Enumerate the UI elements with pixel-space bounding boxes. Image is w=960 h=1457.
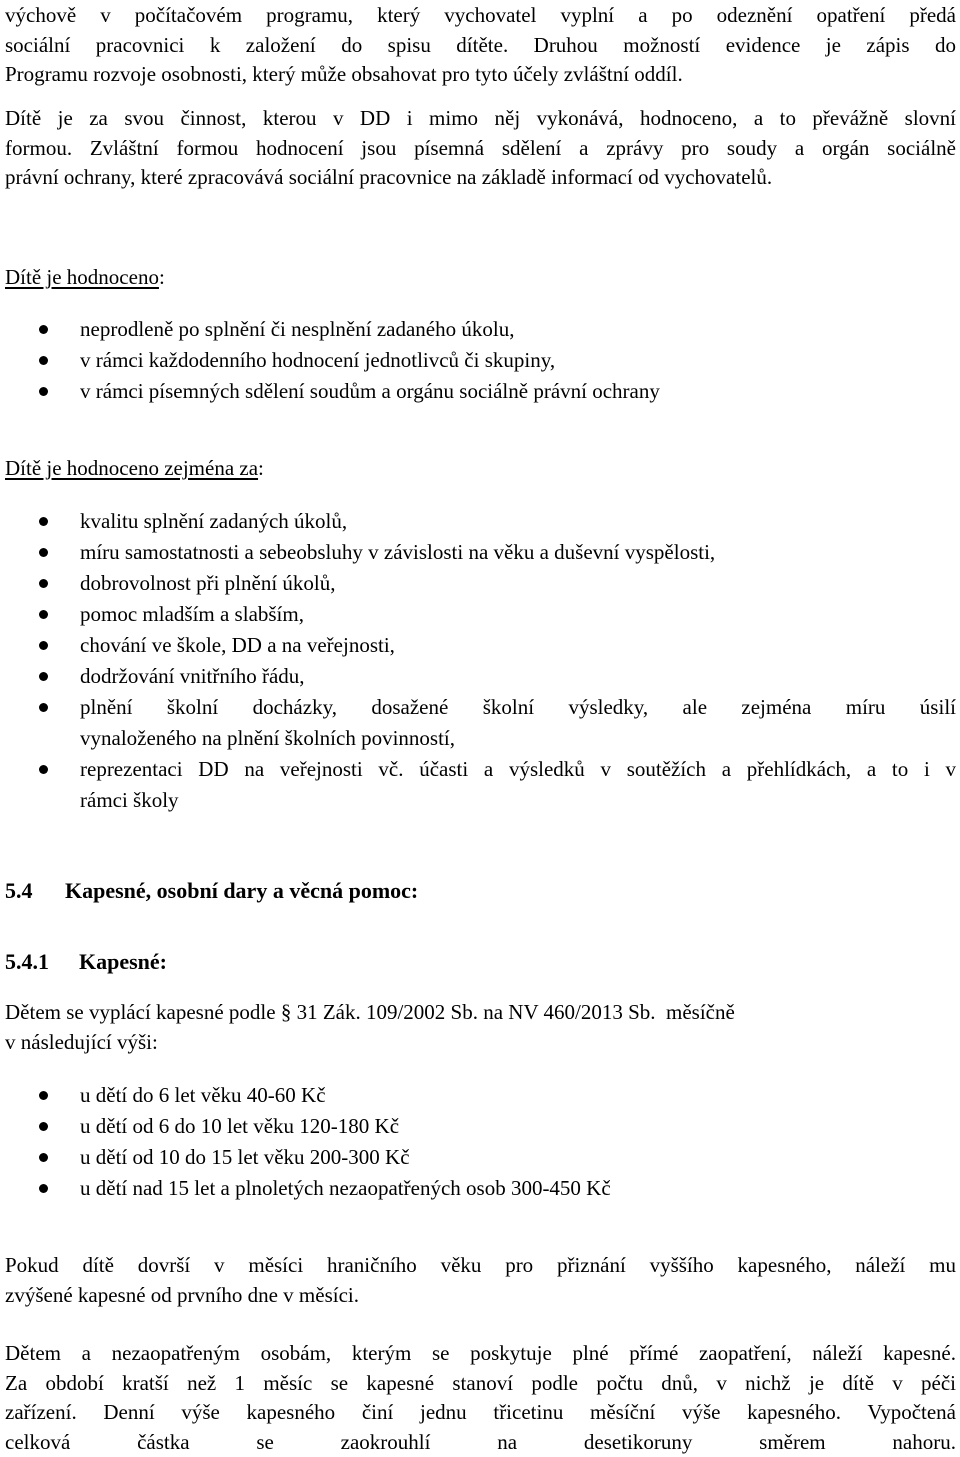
section-heading-5-4 — [5, 876, 418, 906]
evaluation-line-1: Dítě je za svou činnost, kterou v DD i mimo něj vykonává, hodnoceno, a to převážně slovní — [5, 104, 956, 134]
list-item-representation-line-1: reprezentaci DD na veřejnosti vč. účasti a výsledků v soutěžích a přehlídkách, a to i v — [80, 754, 956, 785]
evaluation-line-2: formou. Zvláštní formou hodnocení jsou písemná sdělení a zprávy pro soudy a orgán sociálně — [5, 134, 956, 164]
list-item: dobrovolnost při plnění úkolů, — [5, 568, 956, 599]
age-limit-line-1: Pokud dítě dovrší v měsíci hraničního věku pro přiznání vyššího kapesného, náleží mu — [5, 1251, 956, 1281]
full-provision-line-3: zařízení. Denní výše kapesného činí jednu třicetinu měsíční výše kapesného. Vypočtená — [5, 1398, 956, 1428]
list-item: v rámci písemných sdělení soudům a orgánu sociálně právní ochrany — [5, 376, 956, 407]
section-number-5-4-1: 5.4.1 — [5, 947, 79, 977]
age-limit-paragraph — [5, 1251, 956, 1310]
list-item-school-line-2: vynaloženého na plnění školních povinností, — [80, 723, 956, 754]
list-item-school-line-1: plnění školní docházky, dosažené školní výsledky, ale zejména míru úsilí — [80, 692, 956, 723]
evaluation-line-3: právní ochrany, které zpracovává sociální pracovnice na základě informací od vychovatelů. — [5, 163, 956, 193]
full-provision-line-2: Za období kratší než 1 měsíc se kapesné stanoví podle počtu dnů, v nichž je dítě v péči — [5, 1369, 956, 1399]
list-item: u dětí od 10 do 15 let věku 200-300 Kč — [5, 1142, 956, 1173]
list-item: neprodleně po splnění či nesplnění zadaného úkolu, — [5, 314, 956, 345]
list-item: dodržování vnitřního řádu, — [5, 661, 956, 692]
list-item: u dětí nad 15 let a plnoletých nezaopatřených osob 300-450 Kč — [5, 1173, 956, 1204]
pocket-money-rates-list — [5, 1080, 956, 1204]
full-provision-paragraph — [5, 1339, 956, 1457]
list-item: pomoc mladším a slabším, — [5, 599, 956, 630]
list-item: kvalitu splnění zadaných úkolů, — [5, 506, 956, 537]
section-title-5-4-1: Kapesné: — [79, 949, 167, 974]
age-limit-line-2: zvýšené kapesné od prvního dne v měsíci. — [5, 1281, 956, 1311]
section-heading-5-4-1 — [5, 947, 167, 977]
list-item-school — [5, 692, 956, 754]
section-number-5-4: 5.4 — [5, 876, 65, 906]
evaluated-how-heading — [5, 263, 956, 293]
pocket-money-intro-line-1: Dětem se vyplácí kapesné podle § 31 Zák. 109/2002 Sb. na NV 460/2013 Sb. měsíčně — [5, 998, 956, 1028]
evaluated-for-list — [5, 506, 956, 816]
list-item: u dětí do 6 let věku 40-60 Kč — [5, 1080, 956, 1111]
pocket-money-intro — [5, 998, 956, 1057]
intro-line-2: sociální pracovnici k založení do spisu dítěte. Druhou možností evidence je zápis do — [5, 31, 956, 61]
intro-line-1: výchově v počítačovém programu, který vychovatel vyplní a po odeznění opatření předá — [5, 1, 956, 31]
list-item: v rámci každodenního hodnocení jednotlivců či skupiny, — [5, 345, 956, 376]
evaluated-how-heading-text: Dítě je hodnoceno — [5, 265, 159, 289]
full-provision-line-1: Dětem a nezaopatřeným osobám, kterým se poskytuje plné přímé zaopatření, náleží kapesné. — [5, 1339, 956, 1369]
evaluated-how-heading-colon: : — [159, 265, 165, 289]
evaluated-for-heading-text: Dítě je hodnoceno zejména za — [5, 456, 258, 480]
evaluation-paragraph — [5, 104, 956, 193]
list-item: u dětí od 6 do 10 let věku 120-180 Kč — [5, 1111, 956, 1142]
pocket-money-intro-line-2: v následující výši: — [5, 1028, 956, 1058]
list-item-representation-line-2: rámci školy — [80, 785, 956, 816]
full-provision-line-4: celková částka se zaokrouhlí na desetikoruny směrem nahoru. — [5, 1428, 956, 1457]
list-item: míru samostatnosti a sebeobsluhy v závislosti na věku a duševní vyspělosti, — [5, 537, 956, 568]
intro-paragraph — [5, 1, 956, 90]
evaluated-for-heading-colon: : — [258, 456, 264, 480]
section-title-5-4: Kapesné, osobní dary a věcná pomoc: — [65, 878, 418, 903]
evaluated-how-list — [5, 314, 956, 407]
intro-line-3: Programu rozvoje osobnosti, který může obsahovat pro tyto účely zvláštní oddíl. — [5, 60, 956, 90]
evaluated-for-heading — [5, 454, 956, 484]
list-item-representation — [5, 754, 956, 816]
list-item: chování ve škole, DD a na veřejnosti, — [5, 630, 956, 661]
